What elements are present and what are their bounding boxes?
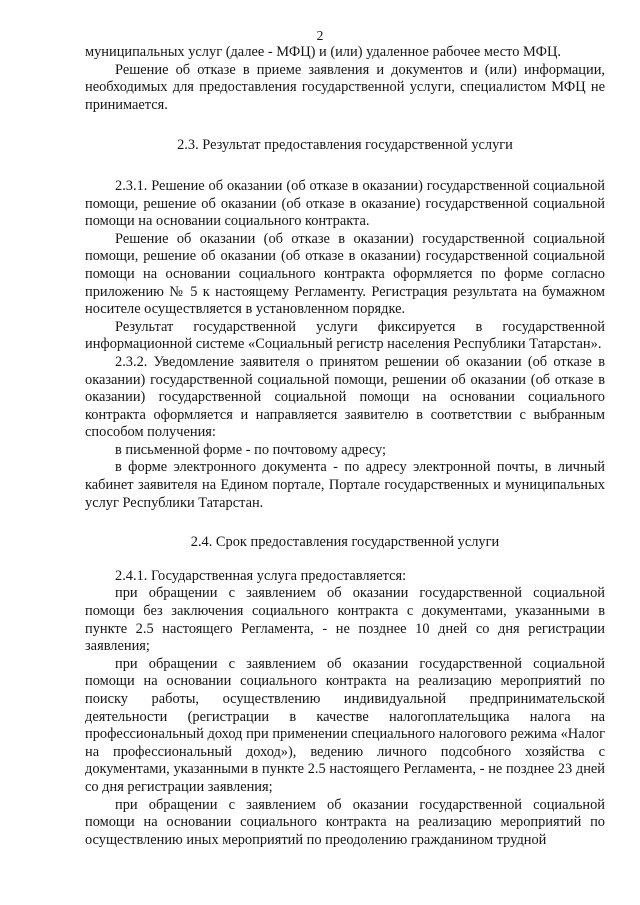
paragraph: Решение об оказании (об отказе в оказании) государственной социальной помощи, решение об оказании (об отказе в оказании) государственной социальной помощи на основании социального контракта оформляется по форме согласно приложению № 5 к настоящему Регламенту. Регистрация результата на бумажном носителе осуществляется в установленном порядке. bbox=[85, 230, 605, 318]
section-heading-2-3: 2.3. Результат предоставления государственной услуги bbox=[177, 137, 513, 154]
section-heading-2-4: 2.4. Срок предоставления государственной услуги bbox=[190, 534, 500, 551]
paragraph: в письменной форме - по почтовому адресу; bbox=[115, 441, 387, 458]
document-body bbox=[85, 44, 605, 849]
paragraph: Решение об отказе в приеме заявления и документов и (или) информации, необходимых для предоставления государственной услуги, специалистом МФЦ не принимается. bbox=[85, 61, 605, 113]
paragraph: Результат государственной услуги фиксируется в государственной информационной системе «Социальный регистр населения Республики Татарстан». bbox=[85, 318, 605, 353]
page-number: 2 bbox=[316, 28, 324, 43]
paragraph: при обращении с заявлением об оказании государственной социальной помощи на основании социального контракта на реализацию мероприятий по осуществлению иных мероприятий по преодолению гражданином трудной bbox=[85, 796, 605, 848]
paragraph: 2.3.2. Уведомление заявителя о принятом решении об оказании (об отказе в оказании) государственной социальной помощи, решении об оказании (об отказе в оказании) государственной социальной помощи на основании социального контракта оформляется и направляется заявителю в соответствии с выбранным способом получения: bbox=[85, 353, 605, 441]
paragraph: 2.4.1. Государственная услуга предоставляется: bbox=[115, 567, 407, 584]
paragraph: в форме электронного документа - по адресу электронной почты, в личный кабинет заявителя на Едином портале, Портале государственных и муниципальных услуг Республики Татарстан. bbox=[85, 459, 605, 511]
paragraph: при обращении с заявлением об оказании государственной социальной помощи без заключения социального контракта с документами, указанными в пункте 2.5 настоящего Регламента, - не позднее 10 дней со дня регистрации заявления; bbox=[85, 585, 605, 655]
paragraph: 2.3.1. Решение об оказании (об отказе в оказании) государственной социальной помощи, решение об оказании (об отказе в оказание) государственной социальной помощи на основании социального контракта. bbox=[85, 177, 605, 230]
paragraph: при обращении с заявлением об оказании государственной социальной помощи на основании социального контракта на реализацию мероприятий по поиску работы, осуществлению индивидуальной предпринимательской деятельности (регистрации в качестве налогоплательщика налога на профессиональный доход при применении специального налогового режима «Налог на профессиональный доход»), ведению личного подсобного хозяйства с документами, указанными в пункте 2.5 настоящего Регламента, - не позднее 23 дней со дня регистрации заявления; bbox=[85, 655, 605, 795]
paragraph: муниципальных услуг (далее - МФЦ) и (или) удаленное рабочее место МФЦ. bbox=[85, 44, 561, 60]
